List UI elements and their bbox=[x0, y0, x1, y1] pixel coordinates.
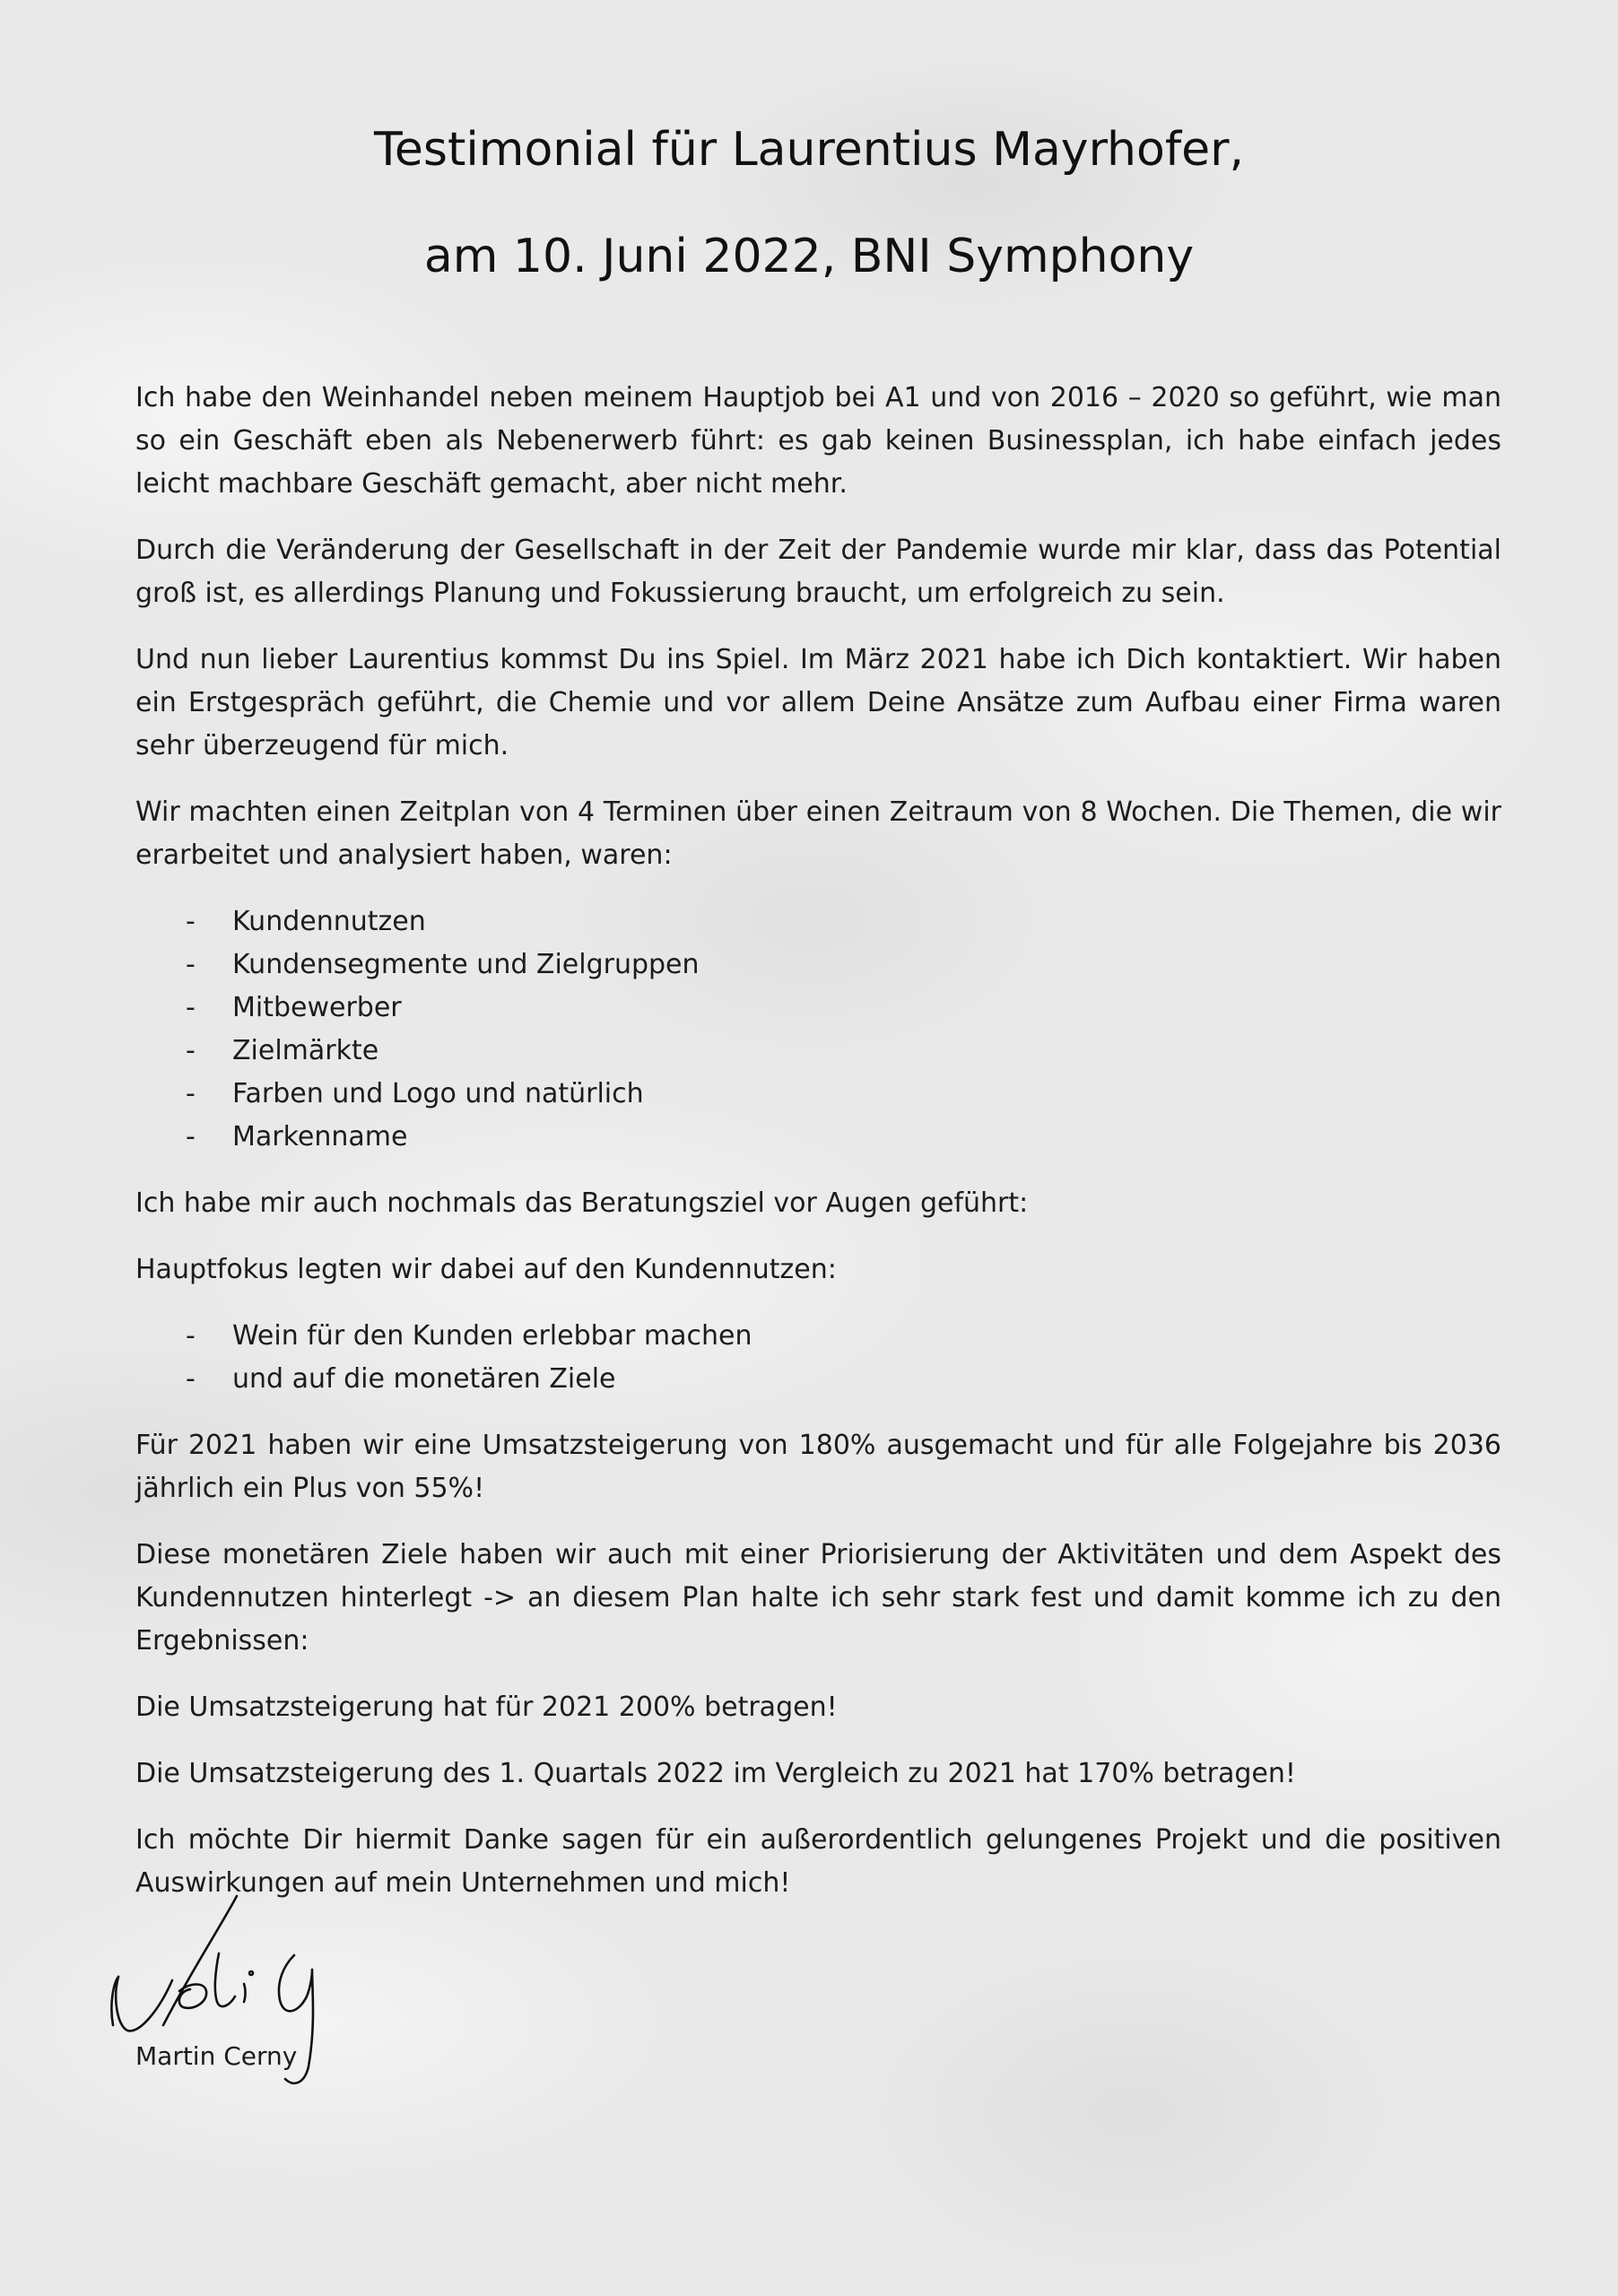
list-item bbox=[135, 1315, 1501, 1358]
paragraph-schedule: Wir machten einen Zeitplan von 4 Terminen über einen Zeitraum von 8 Wochen. Die Themen, die wir erarbeitet und analysiert haben, waren: bbox=[135, 796, 1501, 871]
bullet-dash: - bbox=[186, 1121, 196, 1152]
list-item bbox=[135, 900, 1501, 944]
paragraph-intro: Ich habe den Weinhandel neben meinem Hauptjob bei A1 und von 2016 – 2020 so geführt, wie man so ein Geschäft eben als Nebenerwerb führt: es gab keinen Businessplan, ich habe einfach jedes leicht machbare Geschäft gemacht, aber nicht mehr. bbox=[135, 382, 1501, 500]
paragraph-contact: Und nun lieber Laurentius kommst Du ins Spiel. Im März 2021 habe ich Dich kontaktiert. Wir haben ein Erstgespräch geführt, die Chemie und vor allem Deine Ansätze zum Aufbau einer Firma waren sehr überzeugend für mich. bbox=[135, 644, 1501, 761]
paragraph-focus: Hauptfokus legten wir dabei auf den Kundennutzen: bbox=[135, 1254, 837, 1285]
bullet-dash: - bbox=[186, 949, 196, 980]
list-item-text: Kundensegmente und Zielgruppen bbox=[232, 949, 700, 980]
list-item bbox=[135, 1358, 1501, 1401]
paragraph-result-2022: Die Umsatzsteigerung des 1. Quartals 2022 im Vergleich zu 2021 hat 170% betragen! bbox=[135, 1758, 1296, 1789]
list-item bbox=[135, 944, 1501, 987]
paragraph-targets: Für 2021 haben wir eine Umsatzsteigerung von 180% ausgemacht und für alle Folgejahre bis 2036 jährlich ein Plus von 55%! bbox=[135, 1430, 1501, 1504]
list-item-text: und auf die monetären Ziele bbox=[232, 1363, 616, 1395]
paragraph-thanks: Ich möchte Dir hiermit Danke sagen für ein außerordentlich gelungenes Projekt und die positiven Auswirkungen auf mein Unternehmen und mich! bbox=[135, 1824, 1501, 1899]
paragraph-pandemic: Durch die Veränderung der Gesellschaft in der Zeit der Pandemie wurde mir klar, dass das Potential groß ist, es allerdings Planung und Fokussierung braucht, um erfolgreich zu sein. bbox=[135, 535, 1501, 609]
list-item-text: Kundennutzen bbox=[232, 906, 426, 937]
list-item-text: Farben und Logo und natürlich bbox=[232, 1078, 644, 1109]
list-item-text: Zielmärkte bbox=[232, 1035, 379, 1066]
list-item-text: Wein für den Kunden erlebbar machen bbox=[232, 1320, 752, 1352]
list-item-text: Markenname bbox=[232, 1121, 408, 1152]
list-item bbox=[135, 1116, 1501, 1159]
list-item-text: Mitbewerber bbox=[232, 992, 402, 1023]
bullet-dash: - bbox=[186, 992, 196, 1023]
list-item bbox=[135, 1073, 1501, 1116]
paragraph-priorities: Diese monetären Ziele haben wir auch mit einer Priorisierung der Aktivitäten und dem Aspekt des Kundennutzen hinterlegt -> an diesem Plan halte ich sehr stark fest und damit komme ich zu den Ergebnissen: bbox=[135, 1539, 1501, 1657]
focus-list bbox=[135, 1315, 1501, 1401]
paragraph-goal: Ich habe mir auch nochmals das Beratungsziel vor Augen geführt: bbox=[135, 1187, 1029, 1219]
list-item bbox=[135, 987, 1501, 1030]
document-title-line-1: Testimonial für Laurentius Mayrhofer, bbox=[373, 123, 1245, 177]
topics-list bbox=[135, 900, 1501, 1159]
bullet-dash: - bbox=[186, 1078, 196, 1109]
document-body bbox=[135, 377, 1501, 1928]
bullet-dash: - bbox=[186, 1363, 196, 1395]
list-item bbox=[135, 1030, 1501, 1073]
paragraph-result-2021: Die Umsatzsteigerung hat für 2021 200% betragen! bbox=[135, 1692, 838, 1723]
document-title-line-2: am 10. Juni 2022, BNI Symphony bbox=[423, 230, 1195, 283]
bullet-dash: - bbox=[186, 1035, 196, 1066]
signer-name: Martin Cerny bbox=[135, 2041, 298, 2071]
bullet-dash: - bbox=[186, 906, 196, 937]
bullet-dash: - bbox=[186, 1320, 196, 1352]
